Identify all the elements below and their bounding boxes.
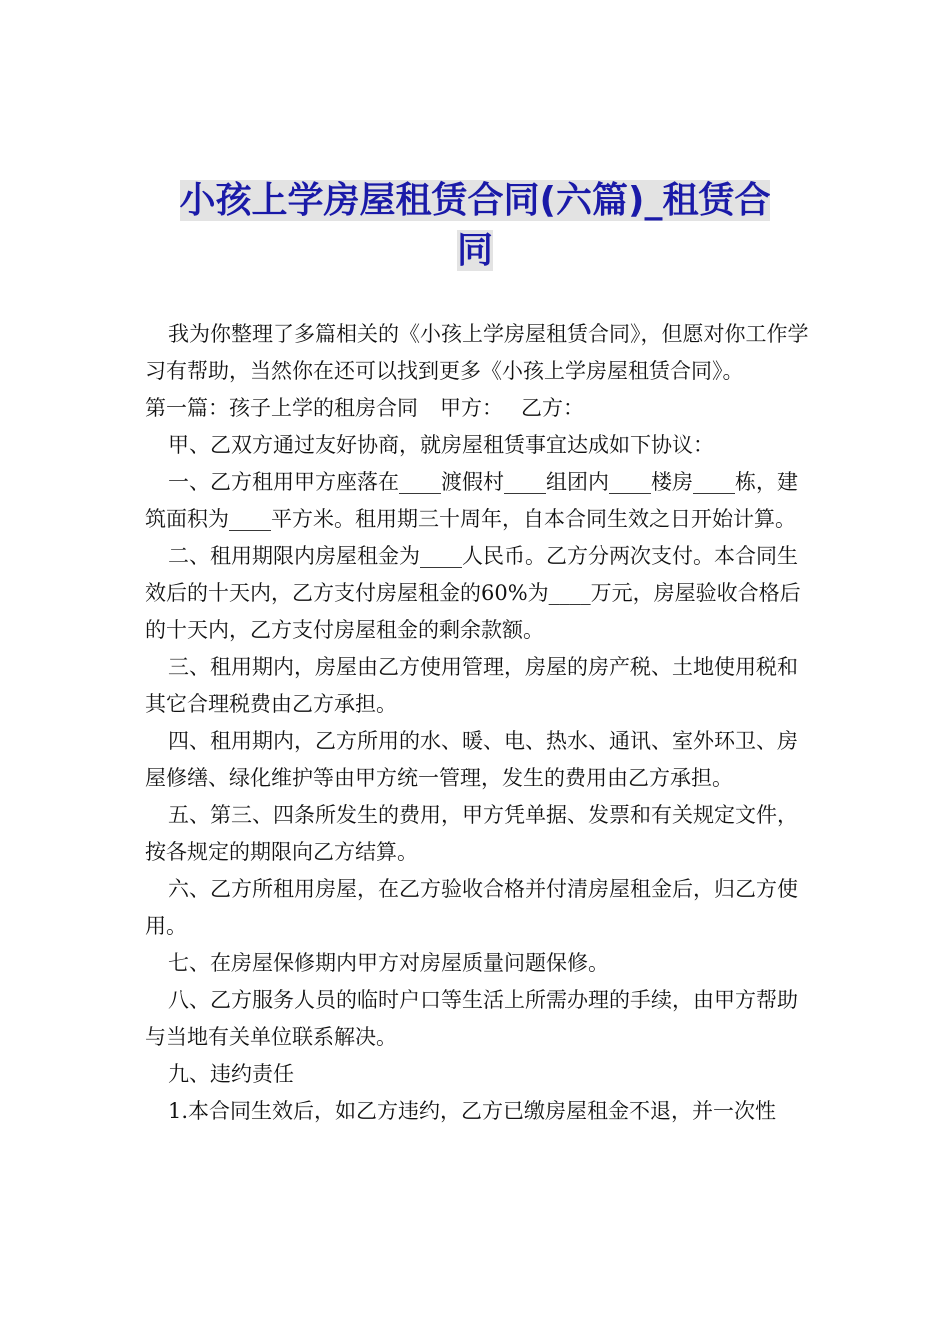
clause-8: 八、乙方服务人员的临时户口等生活上所需办理的手续，由甲方帮助与当地有关单位联系解决。: [145, 988, 798, 1049]
chapter-heading: 第一篇：孩子上学的租房合同: [145, 396, 418, 420]
clause-4: 四、租用期内，乙方所用的水、暖、电、热水、通讯、室外环卫、房屋修缮、绿化维护等由甲方统一管理，发生的费用由乙方承担。: [145, 729, 798, 790]
title-line-1: 小孩上学房屋租赁合同(六篇)_租赁合: [179, 180, 771, 221]
document-body: [145, 316, 810, 1130]
clause-3: 三、租用期内，房屋由乙方使用管理，房屋的房产税、土地使用税和其它合理税费由乙方承担。: [145, 655, 798, 716]
chapter-heading-line: [145, 390, 810, 427]
intro-paragraph: 我为你整理了多篇相关的《小孩上学房屋租赁合同》，但愿对你工作学习有帮助，当然你在还可以找到更多《小孩上学房屋租赁合同》。: [145, 322, 809, 383]
document-title: [145, 176, 805, 276]
clause-5: 五、第三、四条所发生的费用，甲方凭单据、发票和有关规定文件，按各规定的期限向乙方结算。: [145, 803, 798, 864]
clause-7: 七、在房屋保修期内甲方对房屋质量问题保修。: [168, 951, 609, 975]
party-a-label: 甲方：: [440, 396, 503, 420]
clause-1: 一、乙方租用甲方座落在____渡假村____组团内____楼房____栋，建筑面积为____平方米。租用期三十周年，自本合同生效之日开始计算。: [145, 470, 798, 531]
title-line-2: 同: [456, 230, 493, 271]
clause-9-item-1: 1.本合同生效后，如乙方违约，乙方已缴房屋租金不退，并一次性: [168, 1099, 777, 1123]
clause-2: 二、租用期限内房屋租金为____人民币。乙方分两次支付。本合同生效后的十天内，乙方支付房屋租金的60%为____万元，房屋验收合格后的十天内，乙方支付房屋租金的剩余款额。: [145, 544, 801, 642]
clause-6: 六、乙方所租用房屋，在乙方验收合格并付清房屋租金后，归乙方使用。: [145, 877, 798, 938]
party-b-label: 乙方：: [521, 396, 584, 420]
clause-9-heading: 九、违约责任: [168, 1062, 294, 1086]
agreement-intro: 甲、乙双方通过友好协商，就房屋租赁事宜达成如下协议：: [168, 433, 714, 457]
